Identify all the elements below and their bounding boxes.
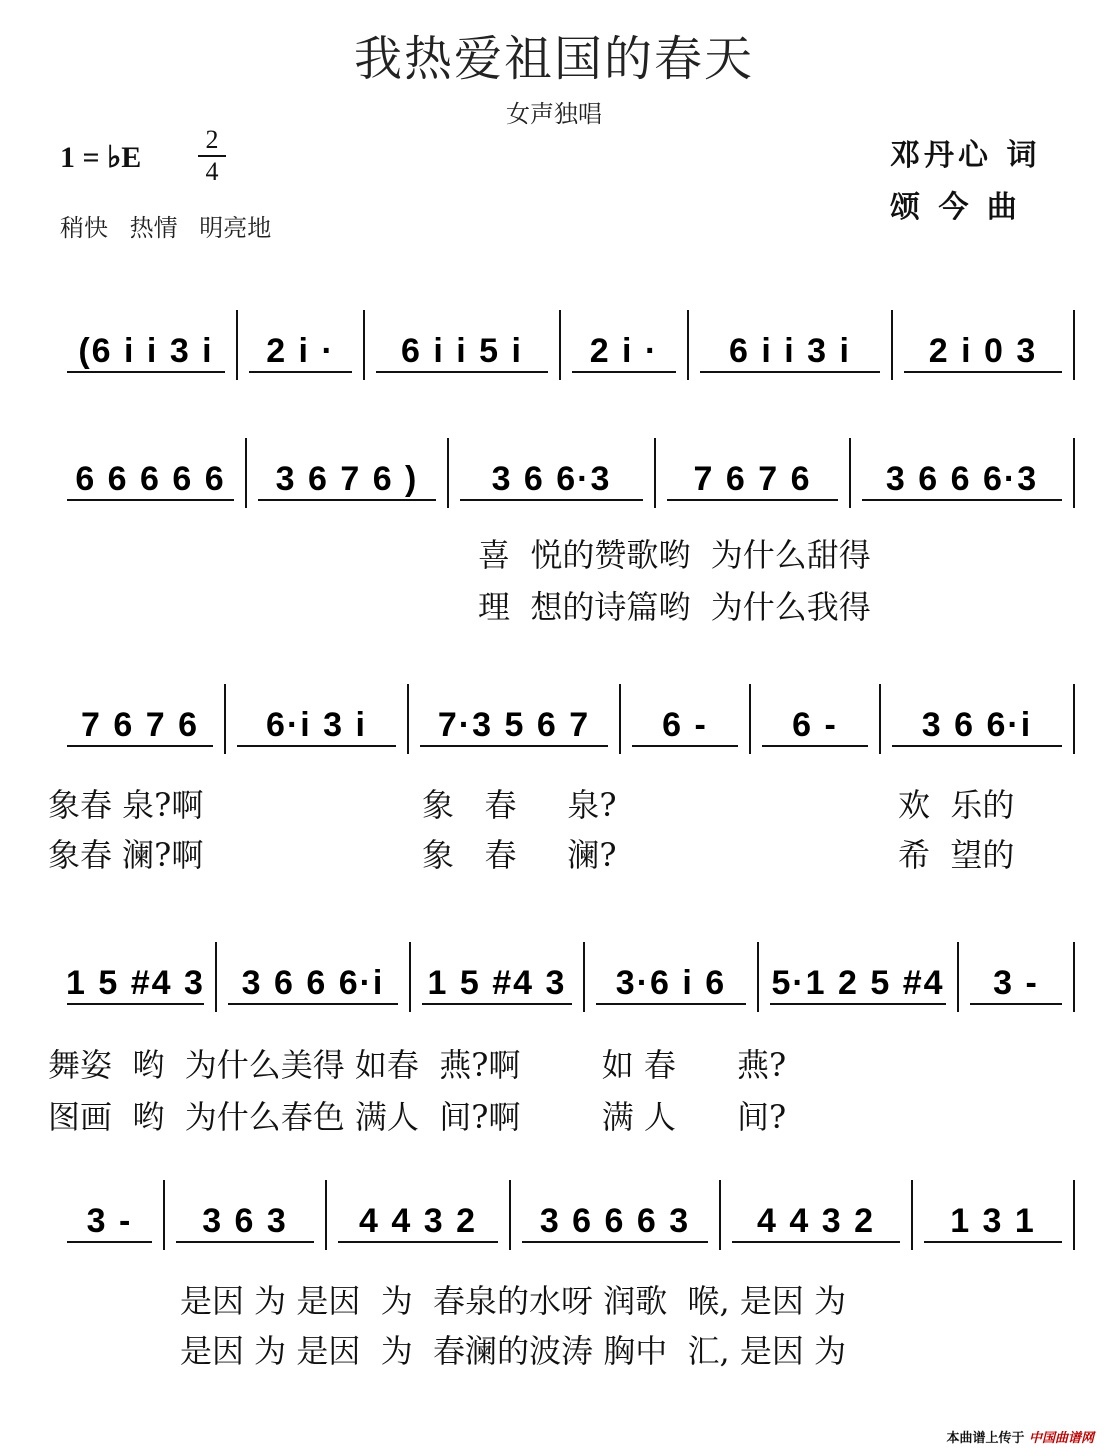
measure-notes: 3 6 7 6 ) [275, 460, 419, 498]
measure-notes: 4 4 3 2 [359, 1202, 477, 1240]
measure-notes: 3 6 6 6·3 [885, 460, 1039, 498]
upload-footer [946, 1427, 1094, 1446]
measure-notes: 6·i 3 i [266, 706, 367, 744]
lyric-line3-verse1-a: 象春 泉?啊 [48, 786, 204, 824]
measure-notes: 2 i · [266, 332, 335, 370]
lyric-line2-verse2: 理 想的诗篇哟 为什么我得 [478, 588, 871, 626]
footer-text: 本曲谱上传于 [946, 1431, 1025, 1446]
composer-credit: 颂 今 曲 [890, 190, 1021, 225]
measure-notes: 4 4 3 2 [757, 1202, 875, 1240]
tempo-marking: 稍快 热情 明亮地 [60, 214, 272, 242]
lyric-line3-verse1-b: 象 春 泉? [422, 786, 617, 824]
measure-notes: 3 6 3 [202, 1202, 288, 1240]
measure-notes: 6 - [662, 706, 708, 744]
lyric-line4-verse1: 舞姿 哟 为什么美得 如春 燕?啊 如 春 燕? [48, 1046, 787, 1084]
subtitle: 女声独唱 [506, 100, 602, 128]
measure-notes: 2 i 0 3 [928, 332, 1038, 370]
measure-notes: 1 3 1 [950, 1202, 1036, 1240]
lyric-line3-verse1-c: 欢 乐的 [898, 786, 1015, 824]
measure-notes: 3 - [86, 1202, 133, 1240]
measure-notes: 3 6 6 6 3 [539, 1202, 691, 1240]
measure-notes: 3 6 6·3 [491, 460, 612, 498]
time-signature-bottom: 4 [205, 157, 219, 186]
key-signature: 1 = ♭E [60, 141, 142, 174]
measure-notes: 7 6 7 6 [81, 706, 199, 744]
measure-notes: 6 i i 3 i [729, 332, 851, 370]
measure-notes: 1 5 #4 3 [66, 964, 205, 1002]
lyric-line2-verse1: 喜 悦的赞歌哟 为什么甜得 [478, 536, 871, 574]
page-title: 我热爱祖国的春天 [353, 31, 754, 87]
lyric-line3-verse2-b: 象 春 澜? [422, 836, 617, 874]
measure-notes: 3·6 i 6 [615, 964, 727, 1002]
measure-notes: 2 i · [589, 332, 659, 370]
lyric-line5-verse2: 是因 为 是因 为 春澜的波涛 胸中 汇, 是因 为 [180, 1332, 847, 1370]
measure-notes: 1 5 #4 3 [427, 964, 567, 1002]
lyric-line3-verse2-a: 象春 澜?啊 [48, 836, 204, 874]
measure-notes: 6 - [792, 706, 838, 744]
measure-notes: 3 6 6·i [921, 706, 1033, 744]
site-logo: 中国曲谱网 [1028, 1431, 1094, 1446]
lyric-line5-verse1: 是因 为 是因 为 春泉的水呀 润歌 喉, 是因 为 [180, 1282, 847, 1320]
measure-notes: 7·3 5 6 7 [437, 706, 591, 744]
lyric-line3-verse2-c: 希 望的 [898, 836, 1015, 874]
lyric-line4-verse2: 图画 哟 为什么春色 满人 间?啊 满 人 间? [48, 1098, 787, 1136]
measure-notes: 6 6 6 6 6 [75, 460, 226, 498]
measure-notes: 7 6 7 6 [693, 460, 812, 498]
measure-notes: 3 6 6 6·i [241, 964, 385, 1002]
measure-notes: 6 i i 5 i [401, 332, 523, 370]
lyricist-credit: 邓丹心 词 [890, 138, 1041, 173]
time-signature-top: 2 [205, 125, 219, 154]
measure-notes: 5·1 2 5 #4 [771, 964, 945, 1002]
measure-notes: 3 - [993, 964, 1039, 1002]
measure-notes: (6 i i 3 i [78, 332, 214, 370]
